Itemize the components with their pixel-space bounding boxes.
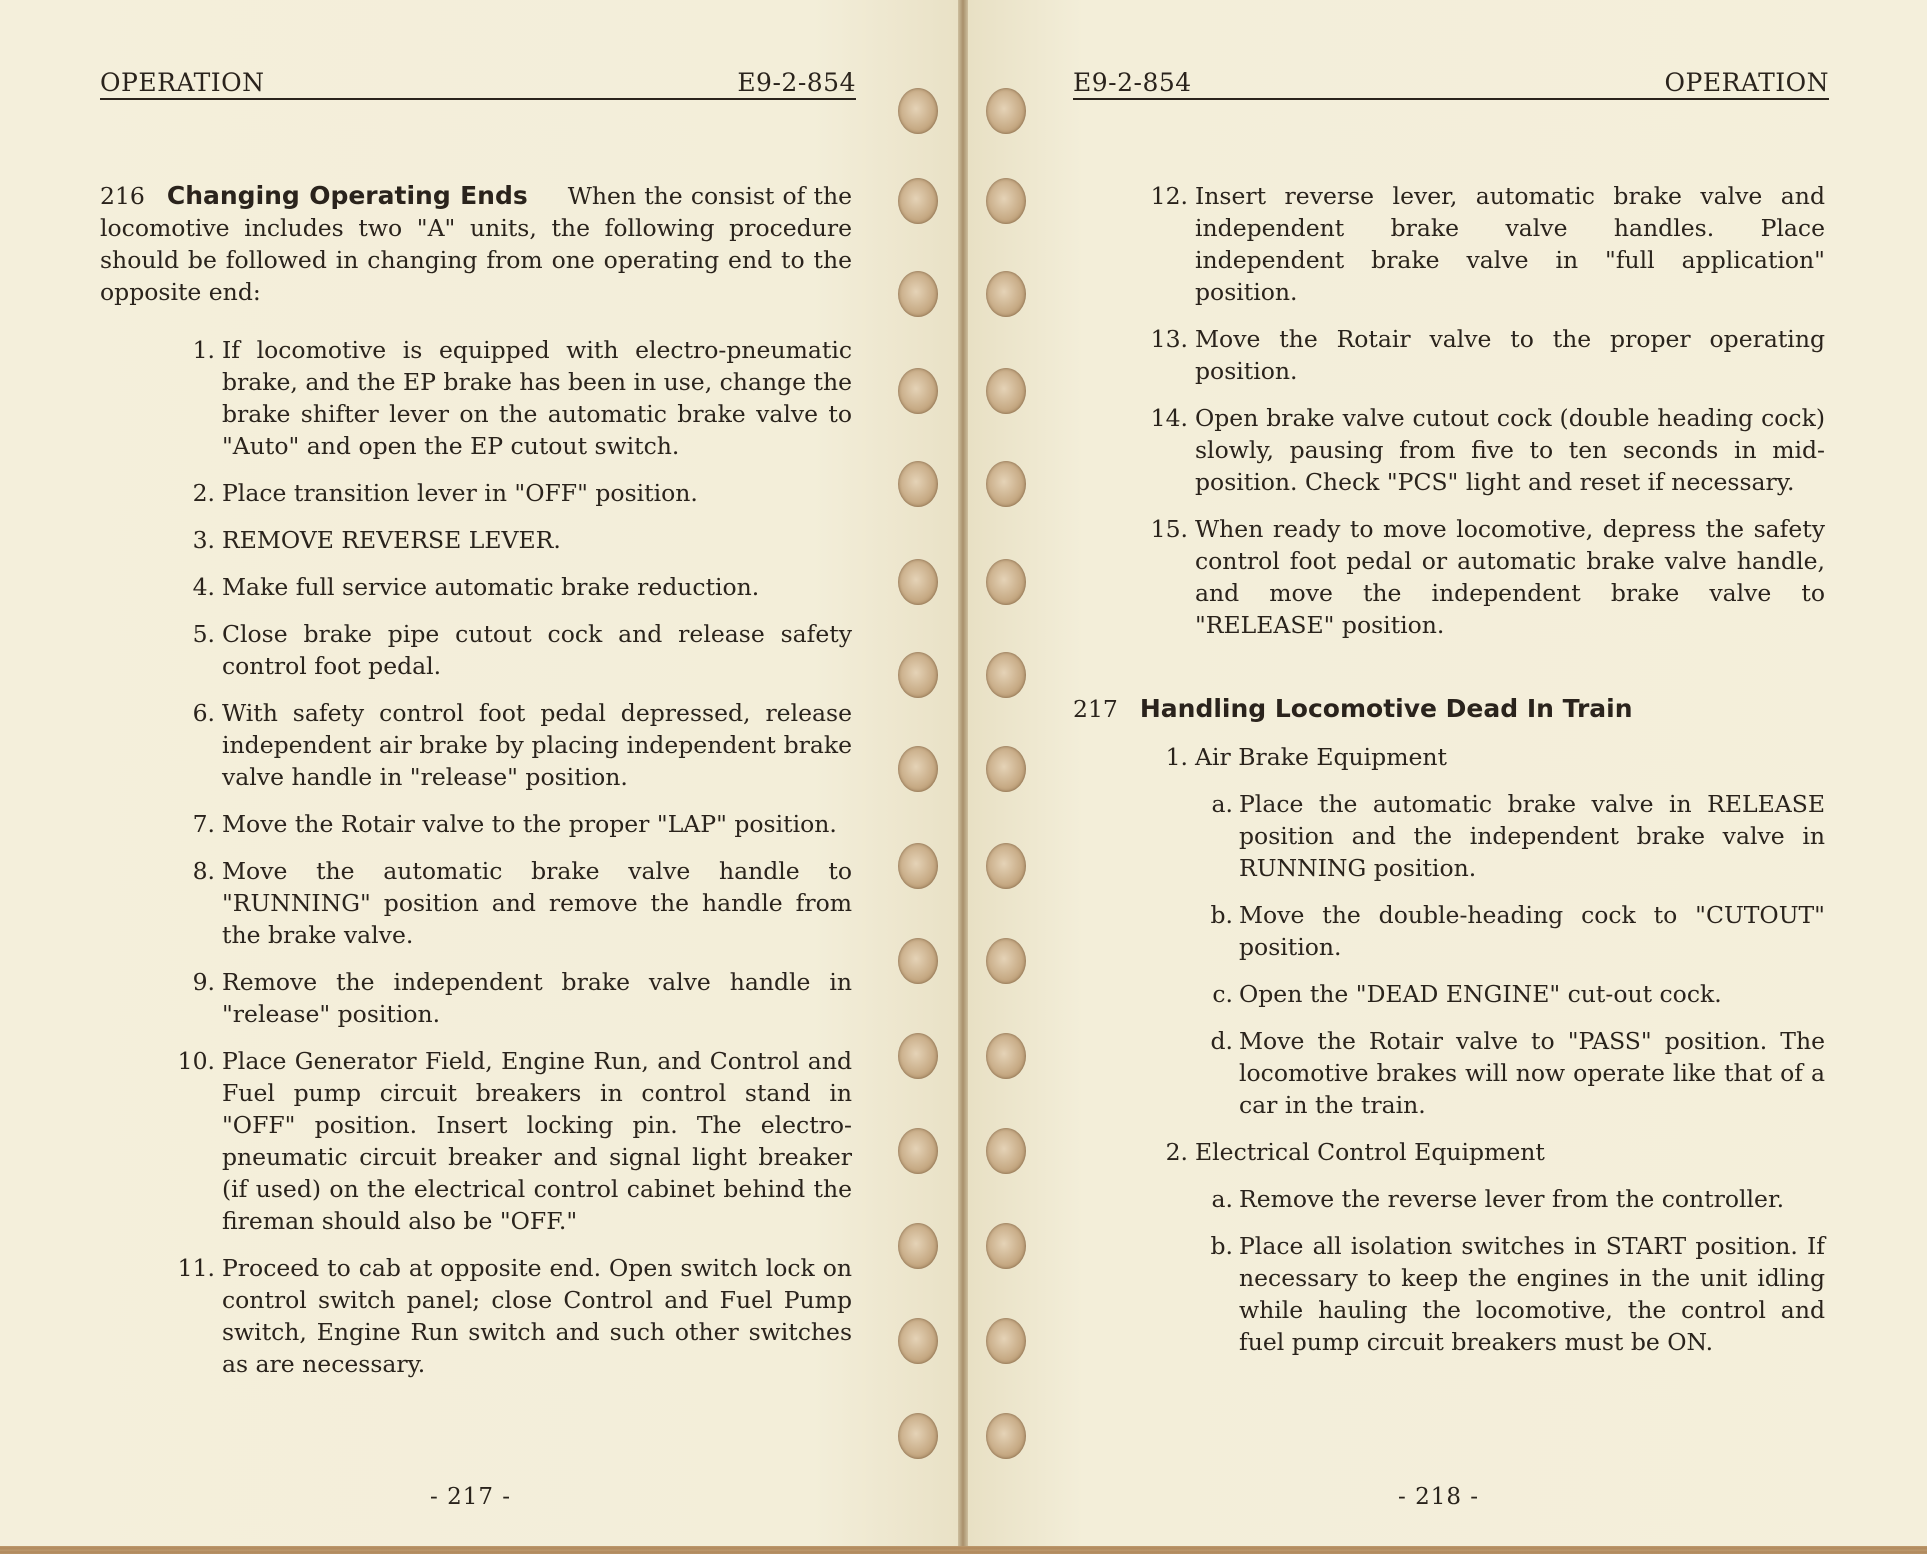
group-title: Electrical Control Equipment xyxy=(1195,1138,1545,1166)
right-page xyxy=(968,0,1927,1546)
binding-hole xyxy=(898,843,938,889)
binding-hole xyxy=(986,88,1026,134)
sub-item-text: Open the "DEAD ENGINE" cut-out cock. xyxy=(1239,980,1722,1008)
binding-hole xyxy=(898,1413,938,1459)
binding-hole xyxy=(898,559,938,605)
binding-hole xyxy=(986,368,1026,414)
item-text: Move the automatic brake valve handle to "RUNNING" position and remove the handle from the brake valve. xyxy=(222,857,852,949)
item-text: REMOVE REVERSE LEVER. xyxy=(222,526,561,554)
item-text: When ready to move locomotive, depress the safety control foot pedal or automatic brake valve handle, and move the independent brake valve to "RELEASE" position. xyxy=(1195,515,1825,639)
left-header-section: OPERATION xyxy=(100,68,265,97)
item-text: Remove the independent brake valve handle in "release" position. xyxy=(222,968,852,1028)
left-header-doc-number: E9-2-854 xyxy=(737,68,856,97)
right-running-header xyxy=(1073,68,1829,100)
sub-item-text: Place the automatic brake valve in RELEASE position and the independent brake valve in RUNNING position. xyxy=(1239,790,1825,882)
sub-item xyxy=(1073,978,1825,1010)
right-body xyxy=(1073,180,1825,1373)
group-heading xyxy=(1073,741,1825,773)
list-item xyxy=(100,571,852,603)
list-item xyxy=(100,477,852,509)
sub-item-text: Place all isolation switches in START position. If necessary to keep the engines in the unit idling while hauling the locomotive, the control and fuel pump circuit breakers must be ON. xyxy=(1239,1232,1825,1356)
group-title: Air Brake Equipment xyxy=(1195,743,1447,771)
list-item xyxy=(100,855,852,951)
sub-item-letter: a. xyxy=(1211,790,1233,818)
list-item xyxy=(100,1045,852,1237)
group-number: 1. xyxy=(1165,743,1188,771)
sub-item xyxy=(1073,1230,1825,1358)
list-item xyxy=(1073,513,1825,641)
binding-hole xyxy=(986,843,1026,889)
item-number: 3. xyxy=(192,526,215,554)
list-item xyxy=(100,524,852,556)
right-header-doc-number: E9-2-854 xyxy=(1073,68,1192,97)
binding-hole xyxy=(898,1033,938,1079)
left-running-header xyxy=(100,68,856,100)
binding-hole xyxy=(898,368,938,414)
section-number: 217 xyxy=(1073,695,1118,723)
binding-hole xyxy=(898,271,938,317)
item-number: 10. xyxy=(177,1047,215,1075)
sub-item-letter: a. xyxy=(1211,1185,1233,1213)
item-number: 14. xyxy=(1150,404,1188,432)
sub-item xyxy=(1073,1183,1825,1215)
sub-item xyxy=(1073,1025,1825,1121)
list-item xyxy=(100,334,852,462)
item-text: Proceed to cab at opposite end. Open switch lock on control switch panel; close Control and Fuel Pump switch, Engine Run switch and such other switches as are necessary. xyxy=(222,1254,852,1378)
section-intro-text: When the consist of the locomotive includes two "A" units, the following procedure should be followed in changing from one operating end to the opposite end: xyxy=(100,182,852,306)
binding-hole xyxy=(986,1033,1026,1079)
spine-gutter xyxy=(958,0,968,1546)
page-number: - 217 - xyxy=(430,1484,512,1510)
left-page xyxy=(0,0,958,1546)
binding-hole xyxy=(986,271,1026,317)
sub-item-letter: b. xyxy=(1210,901,1233,929)
item-number: 13. xyxy=(1150,325,1188,353)
binding-hole xyxy=(986,178,1026,224)
list-item xyxy=(100,697,852,793)
binding-hole xyxy=(898,1318,938,1364)
sub-item xyxy=(1073,788,1825,884)
binding-hole xyxy=(898,1223,938,1269)
item-text: Make full service automatic brake reduction. xyxy=(222,573,760,601)
left-body xyxy=(100,180,852,1395)
item-number: 11. xyxy=(177,1254,215,1282)
sub-item xyxy=(1073,899,1825,963)
section-217-heading xyxy=(1073,693,1825,725)
binding-hole xyxy=(898,178,938,224)
item-text: Place transition lever in "OFF" position. xyxy=(222,479,698,507)
binding-hole xyxy=(986,461,1026,507)
item-number: 12. xyxy=(1150,182,1188,210)
binding-hole xyxy=(986,938,1026,984)
item-number: 2. xyxy=(192,479,215,507)
section-title: Handling Locomotive Dead In Train xyxy=(1139,694,1633,723)
list-item xyxy=(100,1252,852,1380)
item-number: 1. xyxy=(192,336,215,364)
group-heading xyxy=(1073,1136,1825,1168)
sub-item-letter: b. xyxy=(1210,1232,1233,1260)
binding-hole xyxy=(898,1128,938,1174)
sub-item-letter: d. xyxy=(1210,1027,1233,1055)
binding-hole xyxy=(986,1413,1026,1459)
item-text: Close brake pipe cutout cock and release safety control foot pedal. xyxy=(222,620,852,680)
section-216-intro xyxy=(100,180,852,308)
binding-hole xyxy=(986,1223,1026,1269)
binding-hole xyxy=(986,1318,1026,1364)
item-number: 8. xyxy=(192,857,215,885)
right-header-section: OPERATION xyxy=(1664,68,1829,97)
list-item xyxy=(1073,402,1825,498)
binding-hole xyxy=(986,559,1026,605)
binding-hole xyxy=(986,746,1026,792)
binding-hole xyxy=(898,461,938,507)
item-text: Insert reverse lever, automatic brake valve and independent brake valve handles. Place independent brake valve in "full application" position. xyxy=(1195,182,1825,306)
binding-hole xyxy=(898,652,938,698)
group-number: 2. xyxy=(1165,1138,1188,1166)
item-number: 9. xyxy=(192,968,215,996)
binding-hole xyxy=(986,652,1026,698)
item-text: Move the Rotair valve to the proper "LAP" position. xyxy=(222,810,837,838)
section-number: 216 xyxy=(100,182,145,210)
sub-item-text: Remove the reverse lever from the controller. xyxy=(1239,1185,1785,1213)
binding-hole xyxy=(898,746,938,792)
list-item xyxy=(100,966,852,1030)
list-item xyxy=(1073,323,1825,387)
binding-hole xyxy=(986,1128,1026,1174)
list-item xyxy=(100,808,852,840)
item-number: 5. xyxy=(192,620,215,648)
list-item xyxy=(1073,180,1825,308)
item-number: 6. xyxy=(192,699,215,727)
sub-item-text: Move the double-heading cock to "CUTOUT" position. xyxy=(1239,901,1825,961)
sub-item-letter: c. xyxy=(1212,980,1233,1008)
binding-hole xyxy=(898,88,938,134)
item-number: 15. xyxy=(1150,515,1188,543)
item-text: Open brake valve cutout cock (double heading cock) slowly, pausing from five to ten seconds in mid-position. Check "PCS" light and reset if necessary. xyxy=(1195,404,1825,496)
binding-hole xyxy=(898,938,938,984)
item-number: 4. xyxy=(192,573,215,601)
page-number: - 218 - xyxy=(1398,1484,1480,1510)
sub-item-text: Move the Rotair valve to "PASS" position. The locomotive brakes will now operate like that of a car in the train. xyxy=(1239,1027,1825,1119)
item-text: With safety control foot pedal depressed, release independent air brake by placing independent brake valve handle in "release" position. xyxy=(222,699,852,791)
item-text: If locomotive is equipped with electro-pneumatic brake, and the EP brake has been in use, change the brake shifter lever on the automatic brake valve to "Auto" and open the EP cutout switch. xyxy=(222,336,852,460)
list-item xyxy=(100,618,852,682)
item-number: 7. xyxy=(192,810,215,838)
section-title: Changing Operating Ends xyxy=(166,181,528,210)
item-text: Place Generator Field, Engine Run, and Control and Fuel pump circuit breakers in control stand in "OFF" position. Insert locking pin. The electro-pneumatic circuit breaker and signal light breaker (if used) on the electrical control cabinet behind the fireman should also be "OFF." xyxy=(222,1047,852,1235)
item-text: Move the Rotair valve to the proper operating position. xyxy=(1195,325,1825,385)
